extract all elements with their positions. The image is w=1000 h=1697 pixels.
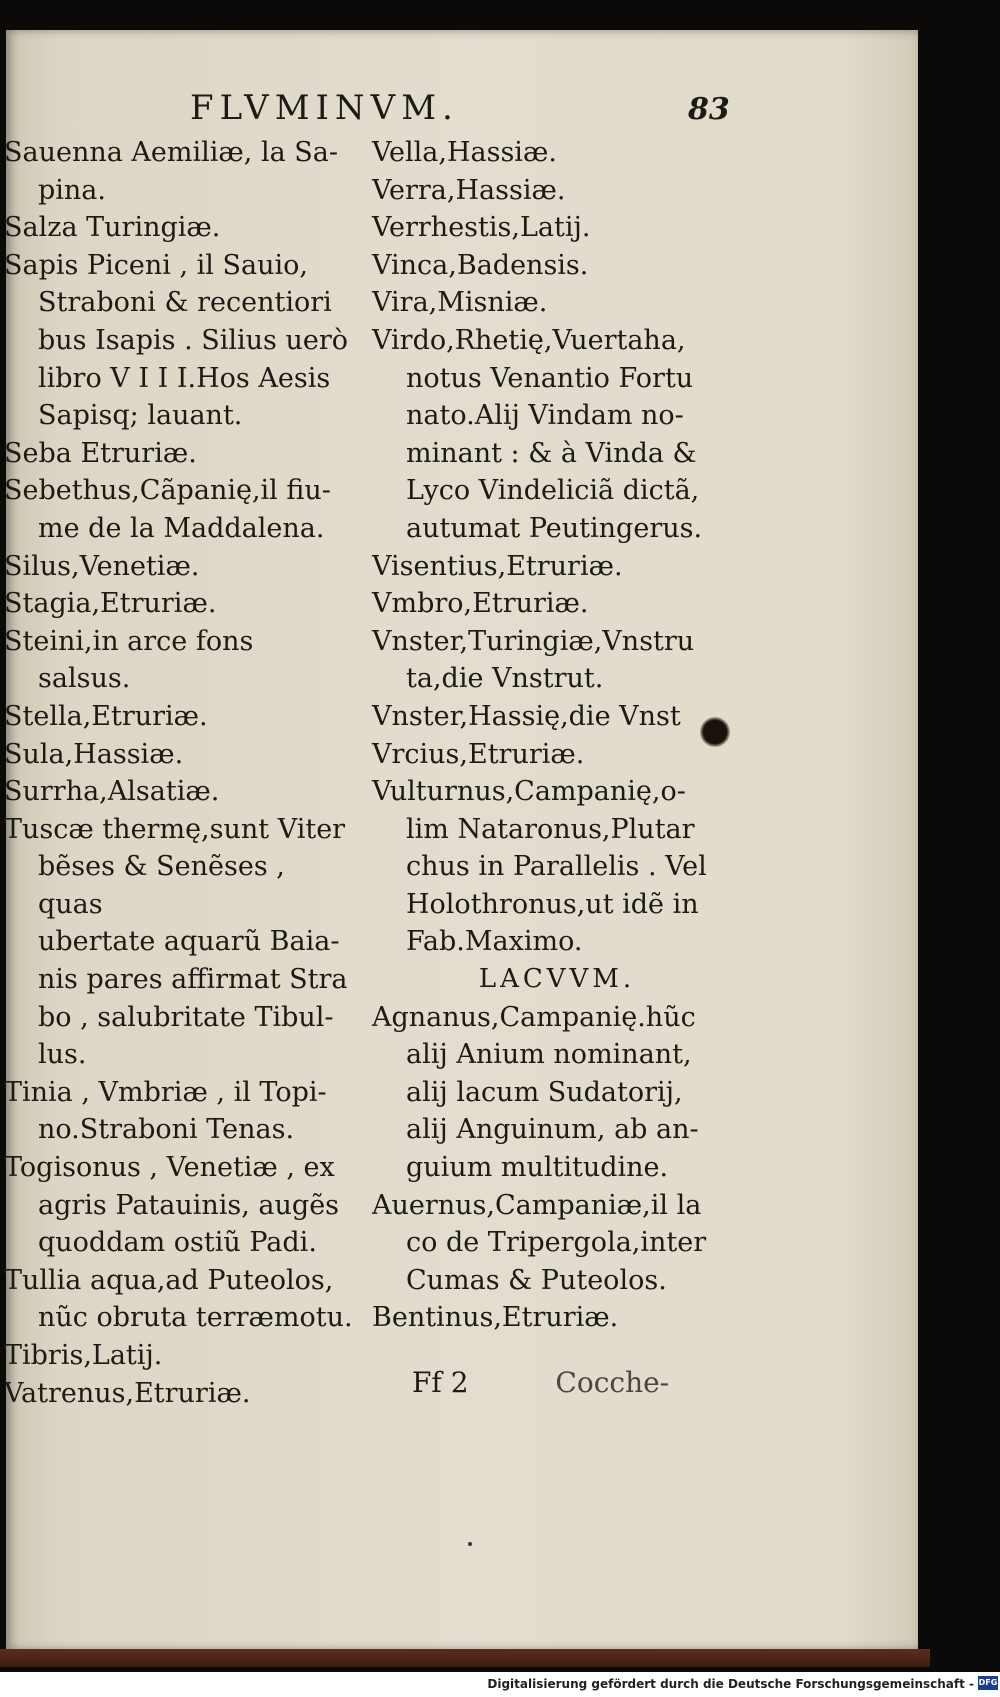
left-column (4, 134, 354, 1412)
entry: Surrha,Alsatiæ. (4, 776, 220, 808)
entry: Vatrenus,Etruriæ. (4, 1377, 251, 1409)
entry: Tibris,Latij. (4, 1340, 163, 1371)
entry: Vulturnus,Campanię,o- lim Nataronus,Plutar chus in Parallelis . Vel Holothronus,ut idẽ in Fab.Maximo. (372, 776, 707, 958)
entry: Steini,in arce fons salsus. (4, 625, 254, 695)
entry: Sebethus,Cãpanię,il fiu- me de la Maddalena. (4, 475, 331, 544)
running-title: FLVMINVM. (190, 88, 459, 128)
entry: Virdo,Rhetię,Vuertaha, notus Venantio Fortu nato.Alij Vindam no- minant : & à Vinda & Lyco Vindeliciã dictã, autumat Peutingerus. (372, 324, 703, 544)
entry: Vella,Hassiæ. (372, 137, 557, 168)
signature-mark: Ff 2 (412, 1366, 469, 1399)
entry: Verra,Hassiæ. (372, 174, 566, 206)
signature-line (412, 1366, 669, 1399)
ink-blot (700, 717, 730, 747)
entry: Vira,Misniæ. (372, 287, 548, 319)
entry: Visentius,Etruriæ. (372, 550, 623, 582)
entry: Vnster,Turingiæ,Vnstru ta,die Vnstrut. (372, 625, 695, 695)
footer-strip (0, 1672, 1000, 1697)
entry: Sapis Piceni , il Sauio, Straboni & recentiori bus Isapis . Silius uerò libro V I I I.Hos Aesis Sapisq; lauant. (4, 249, 349, 432)
entry: Bentinus,Etruriæ. (372, 1302, 619, 1334)
entry: Verrhestis,Latij. (372, 212, 591, 244)
entry: Vnster,Hassię,die Vnst (372, 700, 681, 732)
entry: Stella,Etruriæ. (4, 700, 208, 732)
entry: Sula,Hassiæ. (4, 738, 184, 770)
entry: Salza Turingiæ. (4, 212, 221, 244)
entry: Togisonus , Venetiæ , ex agris Patauinis, augẽs quoddam ostiũ Padi. (4, 1152, 340, 1259)
entry: Stagia,Etruriæ. (4, 588, 217, 620)
page-bottom-edge (0, 1649, 930, 1667)
entry: Tinia , Vmbriæ , il Topi- no.Straboni Tenas. (4, 1076, 327, 1146)
entry: Tuscæ thermę,sunt Viter bẽses & Senẽses , quas ubertate aquarũ Baia- nis pares affirmat Stra bo , salubritate Tibul- lus. (4, 813, 348, 1071)
footer-credit: Digitalisierung gefördert durch die Deutsche Forschungsgemeinschaft - (487, 1677, 974, 1691)
entry: Auernus,Campaniæ,il la co de Tripergola,inter Cumas & Puteolos. (372, 1189, 707, 1296)
dfg-logo-icon: DFG (978, 1676, 998, 1690)
entry: Agnanus,Campanię.hũc alij Anium nominant, alij lacum Sudatorij, alij Anguinum, ab an- guium multitudine. (372, 1001, 699, 1184)
section-heading-lakes: LACVVM. (478, 964, 636, 995)
entry: Tullia aqua,ad Puteolos, nũc obruta terræmotu. (4, 1264, 353, 1334)
paper-speck (468, 1542, 472, 1546)
entry: Seba Etruriæ. (4, 437, 197, 469)
entry: Sauenna Aemiliæ, la Sa- pina. (4, 137, 338, 206)
page-number: 83 (688, 92, 730, 127)
catchword: Cocche- (555, 1366, 670, 1399)
entry: Vrcius,Etruriæ. (372, 738, 585, 770)
entry: Vmbro,Etruriæ. (372, 588, 589, 620)
entry: Silus,Venetiæ. (4, 550, 200, 582)
right-column (372, 134, 742, 1337)
entry: Vinca,Badensis. (372, 249, 589, 281)
